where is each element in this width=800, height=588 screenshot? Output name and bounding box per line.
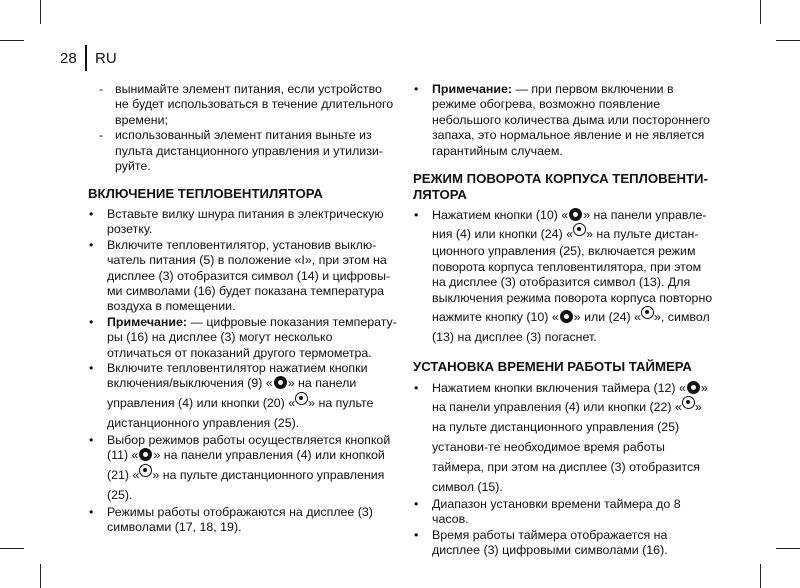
list-item xyxy=(413,82,718,159)
note-text: — цифровые показания температу-ры (16) на дисплее (3) могут несколько отличаться от показаний другого термометра. xyxy=(107,314,397,360)
text-fragment: Включите тепловентилятор нажатием кнопки включения/выключения (9) « xyxy=(107,361,368,391)
list-item: • Диапазон установки времени таймера до 8 часов. xyxy=(413,497,718,528)
section-title-power-on: ВКЛЮЧЕНИЕ ТЕПЛОВЕНТИЛЯТОРА xyxy=(88,186,323,202)
list-item xyxy=(413,381,718,497)
text-fragment: управления (4) или кнопки (20) « xyxy=(107,395,296,410)
mode-button-icon xyxy=(139,448,152,461)
crop-mark xyxy=(40,0,41,24)
timer-list xyxy=(413,381,718,559)
text-fragment: ния (4) или кнопки (24) « xyxy=(432,227,574,242)
text-fragment: (21) « xyxy=(107,467,140,482)
text-fragment: » на пульте дистанционного управления (25). xyxy=(107,395,374,430)
language-label: RU xyxy=(95,50,117,67)
left-column xyxy=(88,82,398,535)
text-fragment: », символ (13) на дисплее (3) погаснет. xyxy=(432,310,710,345)
list-item: - вынимайте элемент питания, если устройство не будет использоваться в течение длительного времени; xyxy=(88,82,398,128)
list-item xyxy=(88,315,398,361)
remote-oscillation-icon xyxy=(573,223,586,236)
note-list xyxy=(413,82,718,159)
text-fragment: Выбор режимов работы осуществляется кнопкой (11) « xyxy=(107,432,391,463)
oscillation-list xyxy=(413,208,718,347)
list-item xyxy=(413,208,718,347)
power-on-list xyxy=(88,207,398,536)
remote-timer-icon xyxy=(682,396,695,409)
header-divider xyxy=(85,45,87,71)
list-item: • Время работы таймера отображается на дисплее (3) цифровыми символами (16). xyxy=(413,528,718,559)
note-text: — при первом включении в режиме обогрева, возможно появление небольшого количества дыма или постороннего запаха, это нормальное явление и не является гарантийным случаем. xyxy=(432,82,710,158)
crop-mark xyxy=(0,40,24,41)
crop-mark xyxy=(0,548,24,549)
text-fragment: Нажатием кнопки включения таймера (12) « xyxy=(432,380,686,395)
text-fragment: » на панели управле- xyxy=(583,208,707,223)
text-fragment: » на панели управления (4) или кнопкой xyxy=(153,448,385,463)
timer-button-icon xyxy=(687,381,700,394)
list-item xyxy=(88,361,398,433)
list-item xyxy=(88,433,398,505)
text-fragment: ционного управления (25), включается режим поворота корпуса тепловентилятора, при этом на дисплее (3) отобразится символ (13). Для выключения режима поворота корпуса повторно xyxy=(432,244,713,305)
crop-mark xyxy=(760,0,761,24)
text-fragment: нажмите кнопку (10) « xyxy=(432,310,559,325)
text-fragment: на панели управления (4) или кнопки (22) « xyxy=(432,399,682,414)
text-fragment: » на пульте дистанционного управления (25) установи-те необходимое время работы таймера, при этом на дисплее (3) отобразится символ (15). xyxy=(432,399,702,494)
oscillation-button-icon xyxy=(560,310,573,323)
section-title-oscillation: РЕЖИМ ПОВОРОТА КОРПУСА ТЕПЛОВЕНТИ-ЛЯТОРА xyxy=(413,171,708,202)
remote-mode-icon xyxy=(139,464,152,477)
text-fragment: » на пульте дистанционного управления (25). xyxy=(107,467,385,502)
list-item: - использованный элемент питания выньте из пульта дистанционного управления и утилизи-руйте. xyxy=(88,128,398,174)
text-fragment: » xyxy=(700,380,708,395)
battery-notes-list xyxy=(88,82,398,174)
crop-mark xyxy=(776,548,800,549)
list-item: • Режимы работы отображаются на дисплее (3) символами (17, 18, 19). xyxy=(88,505,398,536)
power-button-icon xyxy=(274,376,287,389)
remote-power-icon xyxy=(295,392,308,405)
text-fragment: » или (24) « xyxy=(573,310,641,325)
crop-mark xyxy=(40,564,41,588)
note-label: Примечание: xyxy=(432,82,513,96)
section-title-timer: УСТАНОВКА ВРЕМЕНИ РАБОТЫ ТАЙМЕРА xyxy=(413,359,692,375)
crop-mark xyxy=(776,40,800,41)
page-number: 28 xyxy=(60,50,77,67)
text-fragment: Нажатием кнопки (10) « xyxy=(432,208,569,223)
remote-oscillation-icon xyxy=(641,306,654,319)
text-fragment: » на панели xyxy=(287,376,357,391)
list-item: • Включите тепловентилятор, установив выклю-чатель питания (5) в положение «I», при этом на дисплее (3) отобразится символ (14) и цифровы-ми символами (16) будет показана температура воздуха в помещении. xyxy=(88,238,398,315)
crop-mark xyxy=(760,564,761,588)
right-column xyxy=(413,82,718,559)
note-label: Примечание: xyxy=(107,314,188,329)
oscillation-button-icon xyxy=(569,208,582,221)
list-item: • Вставьте вилку шнура питания в электрическую розетку. xyxy=(88,207,398,238)
text-fragment: » на пульте дистан- xyxy=(586,227,699,242)
